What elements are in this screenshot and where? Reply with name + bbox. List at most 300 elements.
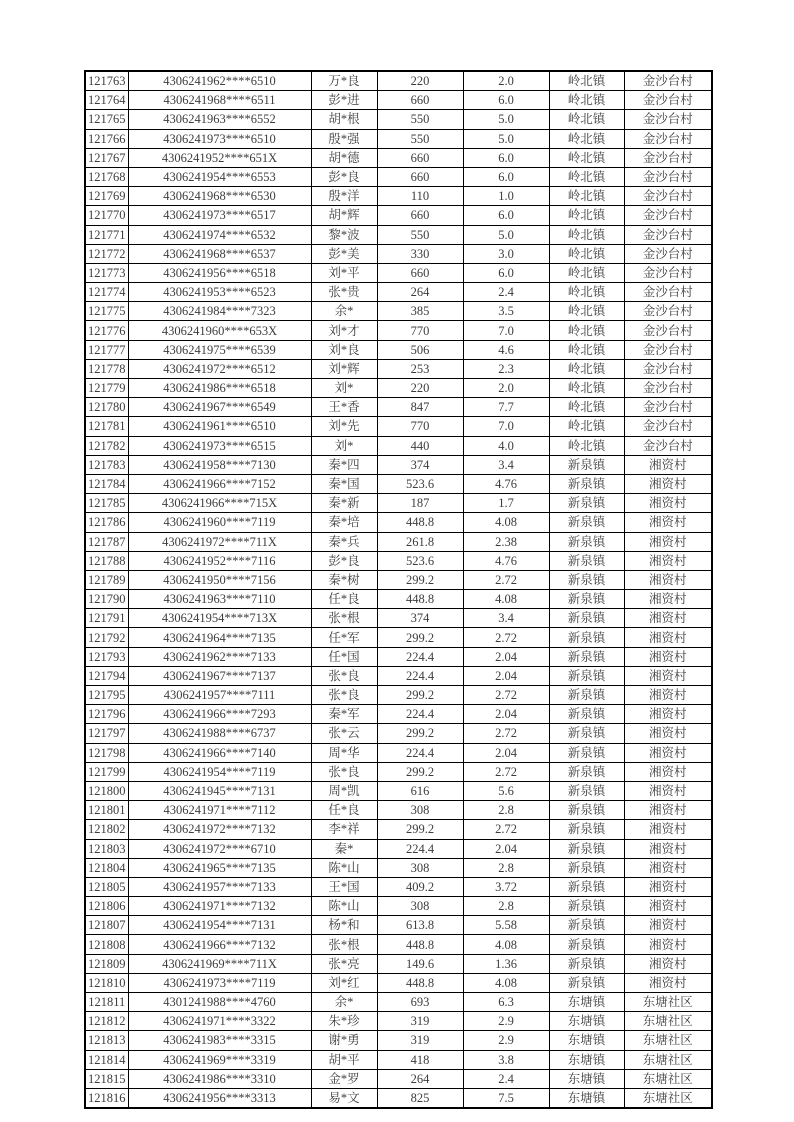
cell-town: 新泉镇 [549,474,624,493]
cell-name: 秦* [311,839,377,858]
table-row [85,148,712,167]
cell-amount: 224.4 [377,647,463,666]
table-row [85,455,712,474]
cell-index: 121816 [85,1088,128,1108]
cell-amount: 264 [377,283,463,302]
cell-village: 东塘社区 [624,1050,712,1069]
cell-quantity: 2.4 [463,283,549,302]
cell-quantity: 5.58 [463,916,549,935]
cell-index: 121773 [85,263,128,282]
cell-name: 秦*新 [311,494,377,513]
cell-village: 湘资村 [624,474,712,493]
table-row [85,609,712,628]
table-row [85,532,712,551]
cell-id_number: 4301241988****4760 [128,993,311,1012]
cell-quantity: 2.72 [463,762,549,781]
cell-village: 金沙台村 [624,359,712,378]
table-row [85,1050,712,1069]
cell-name: 余* [311,993,377,1012]
cell-id_number: 4306241963****7110 [128,590,311,609]
cell-amount: 149.6 [377,954,463,973]
cell-quantity: 4.76 [463,551,549,570]
cell-village: 金沙台村 [624,71,712,91]
cell-id_number: 4306241954****7119 [128,762,311,781]
cell-amount: 319 [377,1012,463,1031]
cell-id_number: 4306241962****7133 [128,647,311,666]
cell-name: 刘*良 [311,340,377,359]
cell-id_number: 4306241971****3322 [128,1012,311,1031]
cell-index: 121786 [85,513,128,532]
cell-index: 121793 [85,647,128,666]
cell-town: 新泉镇 [549,455,624,474]
cell-quantity: 2.72 [463,628,549,647]
cell-town: 新泉镇 [549,590,624,609]
cell-name: 张*根 [311,609,377,628]
cell-village: 金沙台村 [624,321,712,340]
cell-index: 121814 [85,1050,128,1069]
cell-village: 东塘社区 [624,1088,712,1108]
cell-town: 岭北镇 [549,71,624,91]
cell-id_number: 4306241966****7132 [128,935,311,954]
cell-id_number: 4306241971****7132 [128,897,311,916]
cell-name: 任*良 [311,590,377,609]
cell-id_number: 4306241988****6737 [128,724,311,743]
cell-index: 121785 [85,494,128,513]
cell-index: 121811 [85,993,128,1012]
cell-name: 张*良 [311,686,377,705]
cell-village: 湘资村 [624,513,712,532]
cell-id_number: 4306241972****711X [128,532,311,551]
cell-quantity: 2.72 [463,724,549,743]
cell-quantity: 4.6 [463,340,549,359]
cell-town: 岭北镇 [549,321,624,340]
cell-id_number: 4306241966****7152 [128,474,311,493]
cell-town: 新泉镇 [549,647,624,666]
cell-name: 任*军 [311,628,377,647]
cell-amount: 770 [377,321,463,340]
cell-quantity: 7.5 [463,1088,549,1108]
cell-name: 秦*军 [311,705,377,724]
table-row [85,897,712,916]
cell-quantity: 4.08 [463,935,549,954]
cell-name: 任*国 [311,647,377,666]
cell-name: 秦*兵 [311,532,377,551]
cell-amount: 308 [377,801,463,820]
cell-town: 新泉镇 [549,686,624,705]
roster-table-body [85,71,712,1108]
cell-quantity: 3.0 [463,244,549,263]
cell-quantity: 3.8 [463,1050,549,1069]
cell-index: 121781 [85,417,128,436]
cell-index: 121779 [85,379,128,398]
cell-town: 新泉镇 [549,494,624,513]
cell-name: 彭*美 [311,244,377,263]
cell-amount: 847 [377,398,463,417]
cell-town: 岭北镇 [549,244,624,263]
cell-index: 121796 [85,705,128,724]
cell-village: 湘资村 [624,877,712,896]
cell-village: 金沙台村 [624,148,712,167]
cell-index: 121815 [85,1069,128,1088]
cell-name: 胡*平 [311,1050,377,1069]
cell-village: 东塘社区 [624,1069,712,1088]
cell-town: 新泉镇 [549,897,624,916]
cell-id_number: 4306241956****3313 [128,1088,311,1108]
cell-index: 121812 [85,1012,128,1031]
cell-amount: 660 [377,206,463,225]
cell-name: 万*良 [311,71,377,91]
cell-amount: 308 [377,897,463,916]
cell-village: 湘资村 [624,935,712,954]
table-row [85,436,712,455]
table-row [85,781,712,800]
table-row [85,340,712,359]
cell-village: 湘资村 [624,781,712,800]
cell-town: 东塘镇 [549,1069,624,1088]
cell-name: 金*罗 [311,1069,377,1088]
table-row [85,321,712,340]
cell-index: 121783 [85,455,128,474]
cell-village: 金沙台村 [624,379,712,398]
cell-id_number: 4306241973****6515 [128,436,311,455]
cell-quantity: 2.04 [463,839,549,858]
cell-quantity: 5.6 [463,781,549,800]
cell-index: 121809 [85,954,128,973]
cell-town: 新泉镇 [549,609,624,628]
cell-amount: 825 [377,1088,463,1108]
table-row [85,1088,712,1108]
cell-amount: 409.2 [377,877,463,896]
table-row [85,954,712,973]
cell-quantity: 2.0 [463,379,549,398]
cell-town: 东塘镇 [549,1012,624,1031]
cell-name: 谢*勇 [311,1031,377,1050]
cell-amount: 448.8 [377,935,463,954]
cell-index: 121765 [85,110,128,129]
cell-village: 湘资村 [624,916,712,935]
table-row [85,743,712,762]
cell-amount: 448.8 [377,973,463,992]
cell-town: 岭北镇 [549,283,624,302]
cell-quantity: 6.0 [463,148,549,167]
cell-id_number: 4306241973****6510 [128,129,311,148]
cell-name: 胡*德 [311,148,377,167]
cell-name: 陈*山 [311,858,377,877]
cell-index: 121795 [85,686,128,705]
cell-id_number: 4306241954****713X [128,609,311,628]
cell-index: 121769 [85,187,128,206]
table-row [85,647,712,666]
cell-id_number: 4306241956****6518 [128,263,311,282]
cell-amount: 330 [377,244,463,263]
table-row [85,225,712,244]
cell-name: 杨*和 [311,916,377,935]
cell-quantity: 2.04 [463,705,549,724]
cell-amount: 299.2 [377,820,463,839]
cell-id_number: 4306241968****6511 [128,91,311,110]
cell-village: 湘资村 [624,820,712,839]
cell-amount: 220 [377,71,463,91]
table-row [85,858,712,877]
cell-name: 刘*平 [311,263,377,282]
cell-index: 121768 [85,167,128,186]
cell-index: 121789 [85,570,128,589]
cell-quantity: 2.04 [463,647,549,666]
cell-index: 121774 [85,283,128,302]
table-row [85,129,712,148]
table-row [85,110,712,129]
cell-index: 121792 [85,628,128,647]
cell-id_number: 4306241962****6510 [128,71,311,91]
cell-quantity: 2.38 [463,532,549,551]
cell-quantity: 5.0 [463,129,549,148]
cell-amount: 550 [377,129,463,148]
cell-name: 张*亮 [311,954,377,973]
cell-village: 金沙台村 [624,225,712,244]
cell-quantity: 4.0 [463,436,549,455]
cell-quantity: 6.0 [463,263,549,282]
cell-index: 121801 [85,801,128,820]
cell-town: 新泉镇 [549,513,624,532]
cell-village: 湘资村 [624,897,712,916]
cell-village: 金沙台村 [624,302,712,321]
cell-index: 121780 [85,398,128,417]
cell-name: 刘*先 [311,417,377,436]
cell-id_number: 4306241961****6510 [128,417,311,436]
cell-name: 张*良 [311,762,377,781]
cell-village: 湘资村 [624,532,712,551]
cell-id_number: 4306241971****7112 [128,801,311,820]
cell-amount: 770 [377,417,463,436]
cell-quantity: 4.08 [463,973,549,992]
cell-index: 121791 [85,609,128,628]
cell-town: 新泉镇 [549,724,624,743]
cell-index: 121813 [85,1031,128,1050]
cell-amount: 261.8 [377,532,463,551]
cell-amount: 448.8 [377,590,463,609]
cell-name: 殷*强 [311,129,377,148]
cell-name: 易*文 [311,1088,377,1108]
cell-name: 秦*培 [311,513,377,532]
cell-village: 湘资村 [624,839,712,858]
cell-index: 121802 [85,820,128,839]
cell-id_number: 4306241958****7130 [128,455,311,474]
cell-town: 新泉镇 [549,973,624,992]
table-row [85,993,712,1012]
cell-quantity: 1.36 [463,954,549,973]
cell-name: 陈*山 [311,897,377,916]
cell-index: 121784 [85,474,128,493]
table-row [85,762,712,781]
cell-village: 湘资村 [624,647,712,666]
cell-village: 湘资村 [624,494,712,513]
table-row [85,494,712,513]
cell-index: 121766 [85,129,128,148]
table-row [85,820,712,839]
cell-name: 彭*进 [311,91,377,110]
cell-quantity: 4.08 [463,590,549,609]
cell-town: 岭北镇 [549,129,624,148]
cell-village: 金沙台村 [624,398,712,417]
cell-name: 刘*红 [311,973,377,992]
cell-index: 121790 [85,590,128,609]
cell-town: 东塘镇 [549,1088,624,1108]
table-row [85,398,712,417]
cell-id_number: 4306241965****7135 [128,858,311,877]
cell-amount: 660 [377,148,463,167]
cell-id_number: 4306241975****6539 [128,340,311,359]
cell-town: 东塘镇 [549,1050,624,1069]
cell-village: 湘资村 [624,686,712,705]
cell-quantity: 3.4 [463,609,549,628]
cell-quantity: 7.0 [463,417,549,436]
cell-quantity: 1.7 [463,494,549,513]
cell-amount: 616 [377,781,463,800]
cell-village: 东塘社区 [624,1031,712,1050]
cell-name: 王*香 [311,398,377,417]
cell-name: 朱*珍 [311,1012,377,1031]
cell-name: 秦*四 [311,455,377,474]
cell-index: 121777 [85,340,128,359]
table-row [85,167,712,186]
cell-quantity: 2.04 [463,666,549,685]
cell-amount: 299.2 [377,686,463,705]
cell-name: 王*国 [311,877,377,896]
cell-id_number: 4306241952****7116 [128,551,311,570]
cell-village: 金沙台村 [624,283,712,302]
cell-amount: 110 [377,187,463,206]
table-row [85,359,712,378]
cell-quantity: 2.9 [463,1031,549,1050]
cell-village: 湘资村 [624,455,712,474]
cell-village: 金沙台村 [624,436,712,455]
cell-amount: 224.4 [377,705,463,724]
cell-village: 湘资村 [624,551,712,570]
cell-quantity: 2.8 [463,801,549,820]
cell-amount: 385 [377,302,463,321]
cell-amount: 660 [377,167,463,186]
cell-name: 李*祥 [311,820,377,839]
table-row [85,379,712,398]
cell-town: 新泉镇 [549,954,624,973]
cell-town: 岭北镇 [549,417,624,436]
table-row [85,686,712,705]
cell-amount: 299.2 [377,628,463,647]
cell-village: 湘资村 [624,762,712,781]
cell-town: 新泉镇 [549,858,624,877]
cell-town: 新泉镇 [549,935,624,954]
table-row [85,916,712,935]
cell-name: 张*根 [311,935,377,954]
cell-quantity: 7.7 [463,398,549,417]
cell-quantity: 2.72 [463,570,549,589]
cell-village: 金沙台村 [624,263,712,282]
cell-village: 金沙台村 [624,244,712,263]
cell-amount: 523.6 [377,474,463,493]
cell-town: 新泉镇 [549,743,624,762]
cell-id_number: 4306241974****6532 [128,225,311,244]
cell-quantity: 6.3 [463,993,549,1012]
table-row [85,283,712,302]
cell-quantity: 5.0 [463,110,549,129]
cell-id_number: 4306241986****3310 [128,1069,311,1088]
cell-town: 东塘镇 [549,993,624,1012]
cell-quantity: 6.0 [463,91,549,110]
cell-id_number: 4306241984****7323 [128,302,311,321]
cell-quantity: 7.0 [463,321,549,340]
cell-index: 121808 [85,935,128,954]
cell-id_number: 4306241969****711X [128,954,311,973]
cell-id_number: 4306241964****7135 [128,628,311,647]
cell-village: 湘资村 [624,570,712,589]
cell-quantity: 1.0 [463,187,549,206]
cell-id_number: 4306241983****3315 [128,1031,311,1050]
cell-town: 岭北镇 [549,359,624,378]
cell-index: 121776 [85,321,128,340]
cell-quantity: 5.0 [463,225,549,244]
cell-village: 金沙台村 [624,340,712,359]
cell-amount: 187 [377,494,463,513]
cell-village: 湘资村 [624,858,712,877]
cell-id_number: 4306241952****651X [128,148,311,167]
table-row [85,91,712,110]
cell-id_number: 4306241967****7137 [128,666,311,685]
cell-name: 周*凯 [311,781,377,800]
cell-quantity: 2.8 [463,897,549,916]
roster-table [84,70,713,1109]
cell-quantity: 2.3 [463,359,549,378]
cell-amount: 374 [377,455,463,474]
cell-amount: 506 [377,340,463,359]
cell-village: 金沙台村 [624,187,712,206]
cell-town: 新泉镇 [549,801,624,820]
cell-name: 张*良 [311,666,377,685]
cell-quantity: 3.5 [463,302,549,321]
cell-name: 殷*洋 [311,187,377,206]
cell-town: 岭北镇 [549,302,624,321]
cell-index: 121770 [85,206,128,225]
cell-town: 岭北镇 [549,91,624,110]
cell-quantity: 3.4 [463,455,549,474]
cell-index: 121804 [85,858,128,877]
cell-quantity: 6.0 [463,167,549,186]
table-row [85,801,712,820]
cell-index: 121799 [85,762,128,781]
cell-town: 岭北镇 [549,110,624,129]
cell-name: 刘* [311,379,377,398]
cell-id_number: 4306241953****6523 [128,283,311,302]
cell-town: 新泉镇 [549,916,624,935]
cell-village: 金沙台村 [624,91,712,110]
cell-town: 新泉镇 [549,551,624,570]
cell-id_number: 4306241957****7111 [128,686,311,705]
cell-name: 刘*才 [311,321,377,340]
cell-id_number: 4306241967****6549 [128,398,311,417]
cell-name: 彭*良 [311,551,377,570]
cell-name: 周*华 [311,743,377,762]
cell-village: 湘资村 [624,628,712,647]
cell-name: 刘*辉 [311,359,377,378]
table-row [85,263,712,282]
cell-quantity: 2.72 [463,820,549,839]
cell-index: 121800 [85,781,128,800]
cell-amount: 253 [377,359,463,378]
cell-village: 东塘社区 [624,993,712,1012]
cell-quantity: 2.8 [463,858,549,877]
cell-index: 121772 [85,244,128,263]
cell-name: 任*良 [311,801,377,820]
cell-name: 余* [311,302,377,321]
